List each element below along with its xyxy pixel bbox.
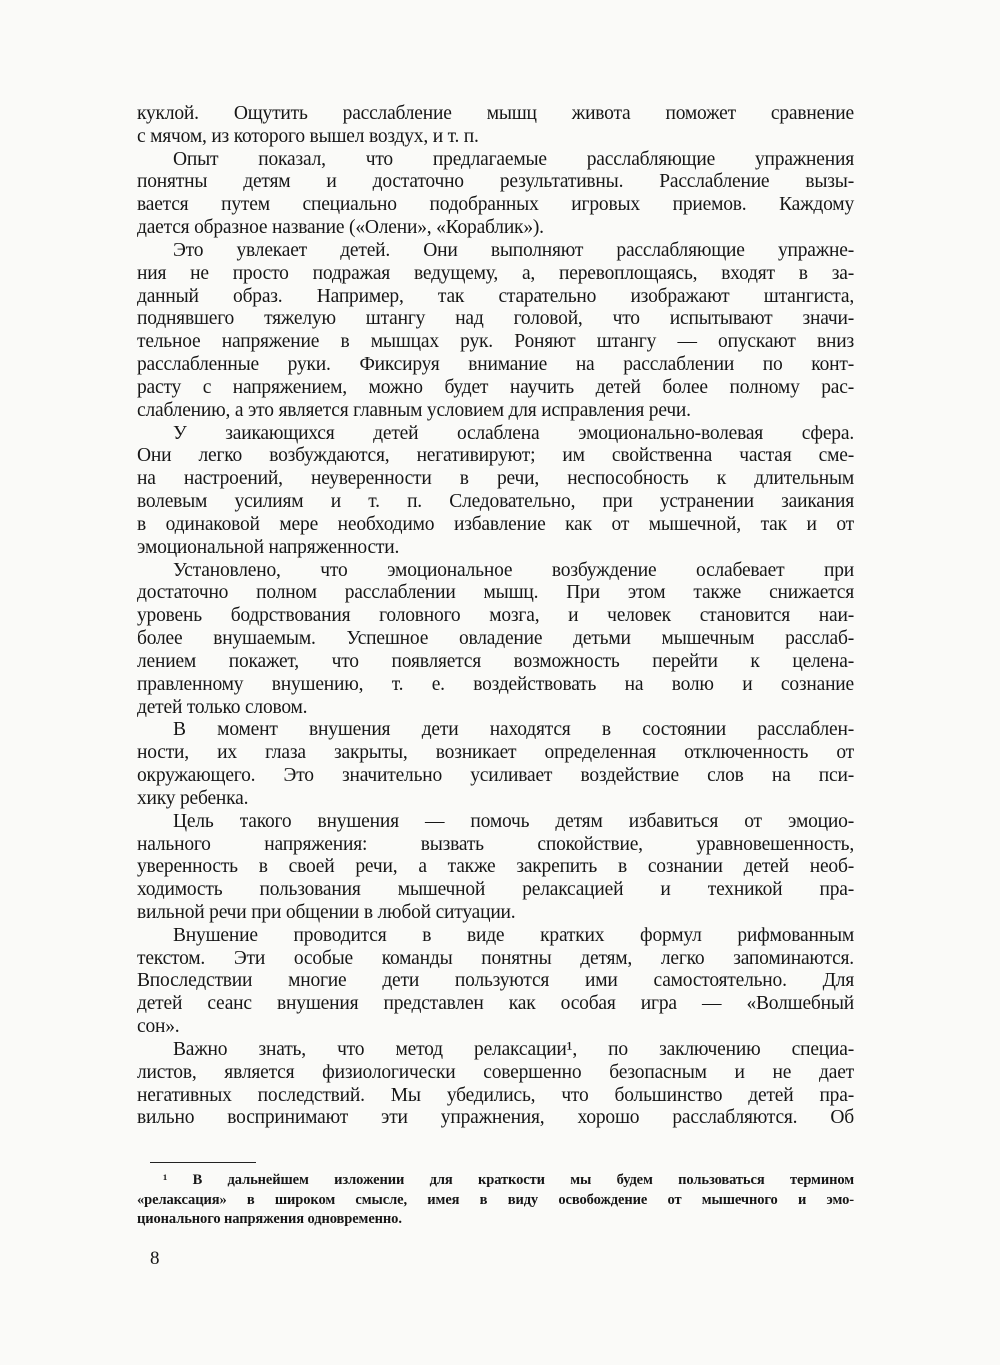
text-line: дается образное название («Олени», «Кораблик»). [137, 217, 544, 239]
text-line: в одинаковой мере необходимо избавление как от мышечной, так и от [137, 513, 854, 535]
text-line: слаблению, а это является главным условием для исправления речи. [137, 399, 691, 421]
paragraph [137, 811, 854, 925]
text-line: эмоциональной напряженности. [137, 536, 400, 558]
text-line: детей сеанс внушения представлен как особая игра — «Волшебный [137, 993, 854, 1015]
text-line: расслабленные руки. Фиксируя внимание на расслаблении по конт- [137, 354, 854, 376]
text-line: У заикающихся детей ослаблена эмоционально-волевая сфера. [173, 422, 854, 444]
text-line: поднявшего тяжелую штангу над головой, что испытывают значи- [137, 308, 854, 330]
paragraph [137, 719, 854, 810]
text-line: вильной речи при общении в любой ситуации. [137, 901, 516, 923]
text-line: Цель такого внушения — помочь детям избавиться от эмоцио- [173, 810, 854, 832]
text-line: листов, является физиологически совершенно безопасным и не дает [137, 1061, 854, 1083]
text-line: хику ребенка. [137, 787, 249, 809]
text-line: вается путем специально подобранных игровых приемов. Каждому [137, 194, 854, 216]
footnote [137, 1171, 854, 1230]
text-line: правленному внушению, т. е. воздействовать на волю и сознание [137, 673, 854, 695]
text-line: Внушение проводится в виде кратких формул рифмованным [173, 924, 854, 946]
text-line: с мячом, из которого вышел воздух, и т. п. [137, 125, 479, 147]
text-line: ности, их глаза закрыты, возникает определенная отключенность от [137, 742, 854, 764]
text-line: Они легко возбуждаются, негативируют; им свойственна частая сме- [137, 445, 854, 467]
text-line: текстом. Эти особые команды понятны детям, легко запоминаются. [137, 947, 854, 969]
paragraph [137, 925, 854, 1039]
paragraph [137, 560, 854, 720]
text-line: на настроений, неуверенности в речи, неспособность к длительным [137, 468, 854, 490]
paragraph [137, 149, 854, 240]
paragraph [137, 240, 854, 423]
text-line: нального напряжения: вызвать спокойствие, уравновешенность, [137, 833, 854, 855]
text-line: лением покажет, что появляется возможность перейти к целена- [137, 650, 854, 672]
text-line: Важно знать, что метод релаксации¹, по заключению специа- [173, 1038, 854, 1060]
paragraph [137, 423, 854, 560]
text-line: окружающего. Это значительно усиливает воздействие слов на пси- [137, 765, 854, 787]
text-line: расту с напряжением, можно будет научить детей более полному рас- [137, 376, 854, 398]
text-line: уровень бодрствования головного мозга, и человек становится наи- [137, 605, 854, 627]
paragraph [137, 103, 854, 149]
text-line: волевым усилиям и т. п. Следовательно, при устранении заикания [137, 491, 854, 513]
text-line: В момент внушения дети находятся в состоянии расслаблен- [173, 719, 854, 741]
footnote-line: ционального напряжения одновременно. [137, 1211, 402, 1227]
body-text [137, 103, 854, 1130]
text-line: ния не просто подражая ведущему, а, перевоплощаясь, входят в за- [137, 262, 854, 284]
footnote-divider [150, 1162, 256, 1163]
text-line: более внушаемым. Успешное овладение детьми мышечным расслаб- [137, 628, 854, 650]
text-line: Это увлекает детей. Они выполняют расслабляющие упражне- [173, 239, 854, 261]
text-line: достаточно полном расслаблении мышц. При этом также снижается [137, 582, 854, 604]
text-line: детей только словом. [137, 696, 308, 718]
text-line: вильно воспринимают эти упражнения, хорошо расслабляются. Об [137, 1107, 854, 1129]
text-line: негативных последствий. Мы убедились, что большинство детей пра- [137, 1084, 854, 1106]
footnote-line: «релаксация» в широком смысле, имея в виду освобождение от мышечного и эмо- [137, 1191, 854, 1208]
text-line: ходимость пользования мышечной релаксацией и техникой пра- [137, 879, 854, 901]
paragraph [137, 1039, 854, 1130]
text-line: Опыт показал, что предлагаемые расслабляющие упражнения [173, 148, 854, 170]
text-line: куклой. Ощутить расслабление мышц живота поможет сравнение [137, 103, 854, 124]
text-line: уверенность в своей речи, а также закрепить в сознании детей необ- [137, 856, 854, 878]
text-line: Установлено, что эмоциональное возбуждение ослабевает при [173, 559, 854, 581]
text-line: понятны детям и достаточно результативны. Расслабление вызы- [137, 171, 854, 193]
text-line: данный образ. Например, так старательно изображают штангиста, [137, 285, 854, 307]
footnote-line: ¹ В дальнейшем изложении для краткости мы будем пользоваться термином [163, 1172, 854, 1188]
page-number: 8 [150, 1248, 160, 1269]
text-line: сон». [137, 1016, 180, 1038]
text-line: Впоследствии многие дети пользуются ими самостоятельно. Для [137, 970, 854, 992]
text-line: тельное напряжение в мышцах рук. Роняют штангу — опускают вниз [137, 331, 854, 353]
